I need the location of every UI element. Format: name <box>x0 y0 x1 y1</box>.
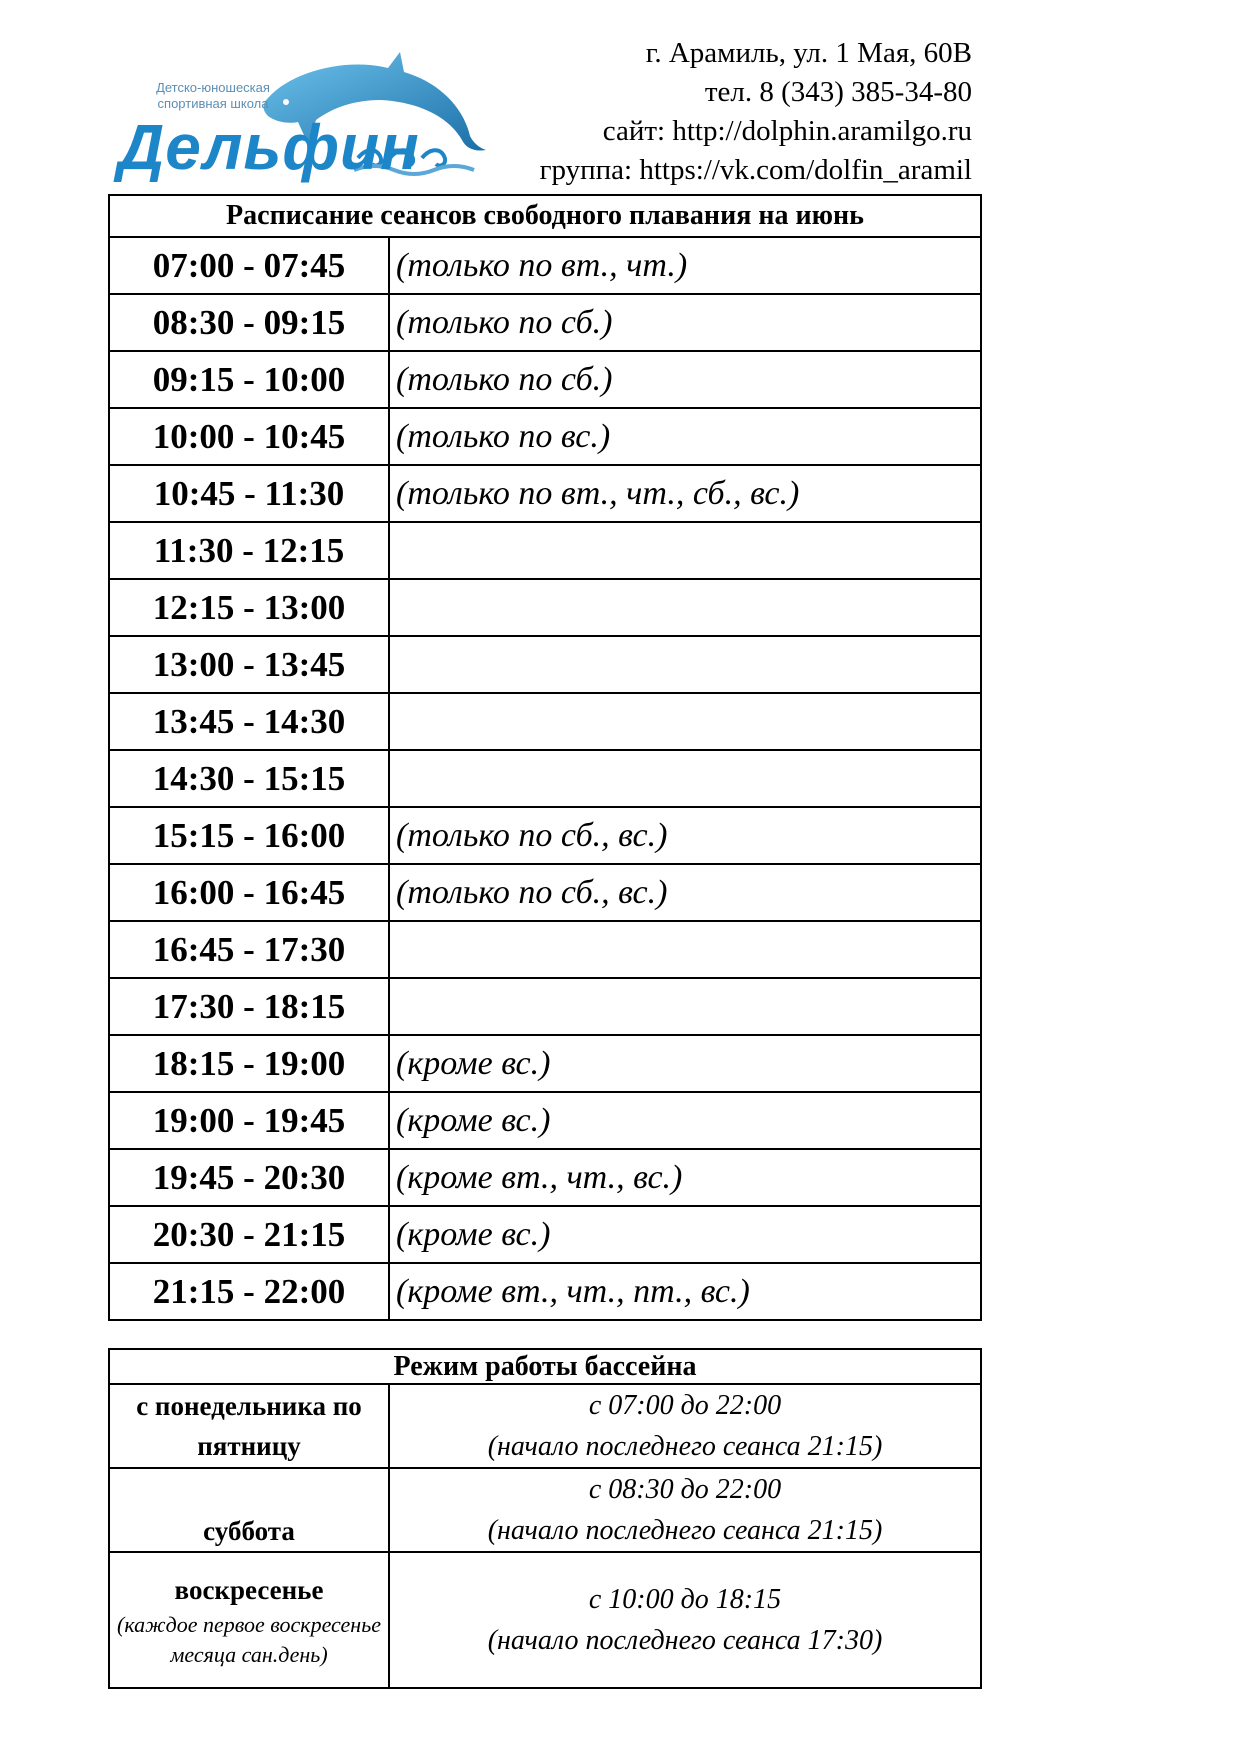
session-time: 10:45 - 11:30 <box>109 465 389 522</box>
weekdays-hours-cell <box>389 1384 981 1468</box>
session-time: 11:30 - 12:15 <box>109 522 389 579</box>
schedule-title-row <box>109 195 981 237</box>
table-row <box>109 807 981 864</box>
weekdays-label: с понедельника по пятницу <box>109 1384 389 1468</box>
session-time: 20:30 - 21:15 <box>109 1206 389 1263</box>
table-row <box>109 1035 981 1092</box>
session-note <box>389 978 981 1035</box>
session-note: (только по сб., вс.) <box>389 807 981 864</box>
session-note: (кроме вс.) <box>389 1206 981 1263</box>
table-row <box>109 237 981 294</box>
table-row <box>109 921 981 978</box>
session-time: 18:15 - 19:00 <box>109 1035 389 1092</box>
sunday-hours: с 10:00 до 18:15 <box>588 1584 782 1615</box>
session-time: 16:00 - 16:45 <box>109 864 389 921</box>
sunday-label: воскресенье <box>174 1575 324 1605</box>
table-row <box>109 1552 981 1688</box>
session-note: (только по сб.) <box>389 294 981 351</box>
table-row <box>109 1206 981 1263</box>
table-row <box>109 750 981 807</box>
session-time: 10:00 - 10:45 <box>109 408 389 465</box>
weekdays-last-session: (начало последнего сеанса 21:15) <box>487 1431 883 1462</box>
session-note <box>389 579 981 636</box>
session-note <box>389 636 981 693</box>
session-time: 13:45 - 14:30 <box>109 693 389 750</box>
table-row <box>109 693 981 750</box>
session-time: 19:00 - 19:45 <box>109 1092 389 1149</box>
session-time: 13:00 - 13:45 <box>109 636 389 693</box>
saturday-hours-cell <box>389 1468 981 1552</box>
vk-group-link[interactable]: группа: https://vk.com/dolfin_aramil <box>539 154 972 186</box>
table-row <box>109 465 981 522</box>
saturday-last-session: (начало последнего сеанса 21:15) <box>487 1515 883 1546</box>
session-time: 21:15 - 22:00 <box>109 1263 389 1320</box>
table-row <box>109 522 981 579</box>
table-row <box>109 351 981 408</box>
table-row <box>109 294 981 351</box>
session-note <box>389 921 981 978</box>
table-row <box>109 1384 981 1468</box>
table-row <box>109 1149 981 1206</box>
sunday-last-session: (начало последнего сеанса 17:30) <box>487 1625 883 1656</box>
session-note: (только по сб., вс.) <box>389 864 981 921</box>
working-hours-table <box>108 1348 982 1689</box>
table-row <box>109 1263 981 1320</box>
session-note: (кроме вт., чт., пт., вс.) <box>389 1263 981 1320</box>
session-time: 08:30 - 09:15 <box>109 294 389 351</box>
session-note <box>389 750 981 807</box>
session-time: 14:30 - 15:15 <box>109 750 389 807</box>
sunday-hours-cell <box>389 1552 981 1688</box>
table-row <box>109 1092 981 1149</box>
school-logo <box>118 40 508 183</box>
session-note: (только по вс.) <box>389 408 981 465</box>
session-time: 09:15 - 10:00 <box>109 351 389 408</box>
session-time: 16:45 - 17:30 <box>109 921 389 978</box>
session-note: (только по вт., чт.) <box>389 237 981 294</box>
sunday-cell <box>109 1552 389 1688</box>
table-row <box>109 978 981 1035</box>
logo-subtitle: Детско-юношеская спортивная школа <box>156 80 270 111</box>
table-row <box>109 636 981 693</box>
session-note: (кроме вс.) <box>389 1035 981 1092</box>
table-row <box>109 864 981 921</box>
table-row <box>109 408 981 465</box>
logo-name: Дельфин <box>118 111 420 183</box>
session-time: 19:45 - 20:30 <box>109 1149 389 1206</box>
phone: тел. 8 (343) 385-34-80 <box>704 76 972 108</box>
session-time: 15:15 - 16:00 <box>109 807 389 864</box>
session-time: 12:15 - 13:00 <box>109 579 389 636</box>
session-note <box>389 693 981 750</box>
saturday-label: суббота <box>109 1468 389 1552</box>
session-note: (кроме вс.) <box>389 1092 981 1149</box>
session-note <box>389 522 981 579</box>
hours-title: Режим работы бассейна <box>109 1349 981 1384</box>
weekdays-hours: с 07:00 до 22:00 <box>588 1390 782 1421</box>
address: г. Арамиль, ул. 1 Мая, 60В <box>645 37 972 69</box>
session-note: (кроме вт., чт., вс.) <box>389 1149 981 1206</box>
session-note: (только по сб.) <box>389 351 981 408</box>
saturday-hours: с 08:30 до 22:00 <box>588 1474 782 1505</box>
hours-title-row <box>109 1349 981 1384</box>
schedule-title: Расписание сеансов свободного плавания на июнь <box>109 195 981 237</box>
sunday-sanitary-note: (каждое первое воскресенье месяца сан.день) <box>117 1612 381 1667</box>
table-row <box>109 1468 981 1552</box>
session-time: 17:30 - 18:15 <box>109 978 389 1035</box>
schedule-table <box>108 194 982 1321</box>
session-time: 07:00 - 07:45 <box>109 237 389 294</box>
table-row <box>109 579 981 636</box>
website-link[interactable]: сайт: http://dolphin.aramilgo.ru <box>602 115 972 147</box>
contacts-block <box>540 34 972 190</box>
session-note: (только по вт., чт., сб., вс.) <box>389 465 981 522</box>
